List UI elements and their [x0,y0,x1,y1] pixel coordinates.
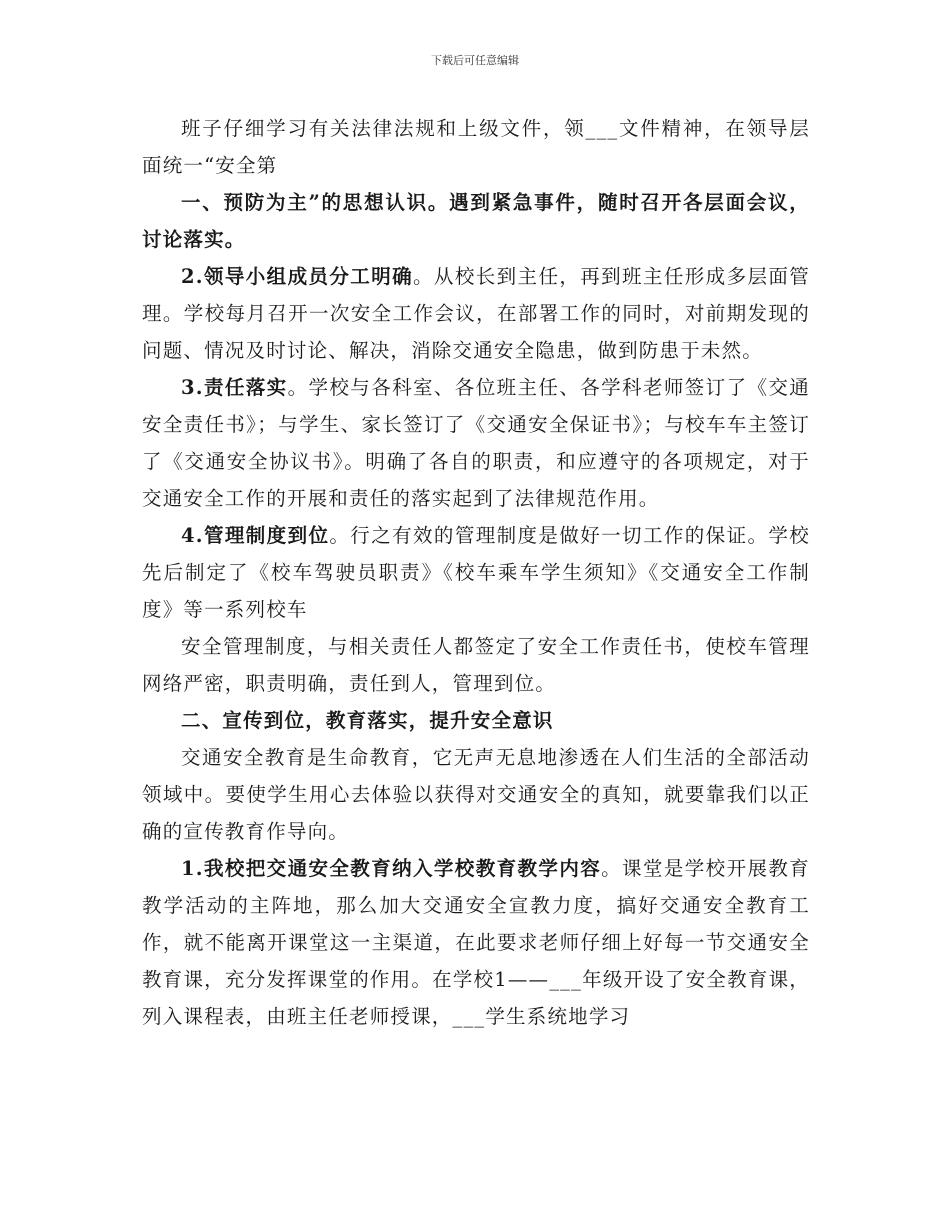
document-body [142,110,810,1035]
page-header: 下载后可任意编辑 [431,54,519,67]
paragraph [142,628,810,702]
paragraph-text: 班子仔细学习有关法律法规和上级文件，领___文件精神，在领导层面统一“安全第 [142,117,810,177]
paragraph-text: 。行之有效的管理制度是做好一切工作的保证。学校先后制定了《校车驾驶员职责》《校车乘车学生须知》《交通安全工作制度》等一系列校车 [142,524,810,621]
paragraph [142,850,810,1035]
heading-text: 一、预防为主”的思想认识。遇到紧急事件，随时召开各层面会议，讨论落实。 [142,191,810,251]
paragraph [142,739,810,850]
item-title: 4.管理制度到位 [181,524,330,547]
item-title: 3.责任落实 [181,376,288,399]
paragraph [142,369,810,517]
heading-text: 二、宣传到位，教育落实，提升安全意识 [181,709,554,732]
paragraph [142,517,810,628]
section-heading [142,184,810,258]
section-heading [142,702,810,739]
paragraph-text: 。学校与各科室、各位班主任、各学科老师签订了《交通安全责任书》；与学生、家长签订了《交通安全保证书》；与校车车主签订了《交通安全协议书》。明确了各自的职责，和应遵守的各项规定，对于交通安全工作的开展和责任的落实起到了法律规范作用。 [142,376,810,510]
paragraph [142,258,810,369]
paragraph-text: 交通安全教育是生命教育，它无声无息地渗透在人们生活的全部活动领域中。要使学生用心去体验以获得对交通安全的真知，就要靠我们以正确的宣传教育作导向。 [142,746,810,843]
paragraph-text: 。从校长到主任，再到班主任形成多层面管理。学校每月召开一次安全工作会议，在部署工作的同时，对前期发现的问题、情况及时讨论、解决，消除交通安全隐患，做到防患于未然。 [142,265,810,362]
paragraph [142,110,810,184]
paragraph-text: 安全管理制度，与相关责任人都签定了安全工作责任书，使校车管理网络严密，职责明确，责任到人，管理到位。 [142,635,810,695]
item-title: 2.领导小组成员分工明确 [181,265,414,288]
paragraph-text: 。课堂是学校开展教育教学活动的主阵地，那么加大交通安全宣教力度，搞好交通安全教育工作，就不能离开课堂这一主渠道，在此要求老师仔细上好每一节交通安全教育课，充分发挥课堂的作用。在学校1——___年级开设了安全教育课，列入课程表，由班主任老师授课，___学生系统地学习 [142,857,810,1028]
item-title: 1.我校把交通安全教育纳入学校教育教学内容 [181,857,602,880]
